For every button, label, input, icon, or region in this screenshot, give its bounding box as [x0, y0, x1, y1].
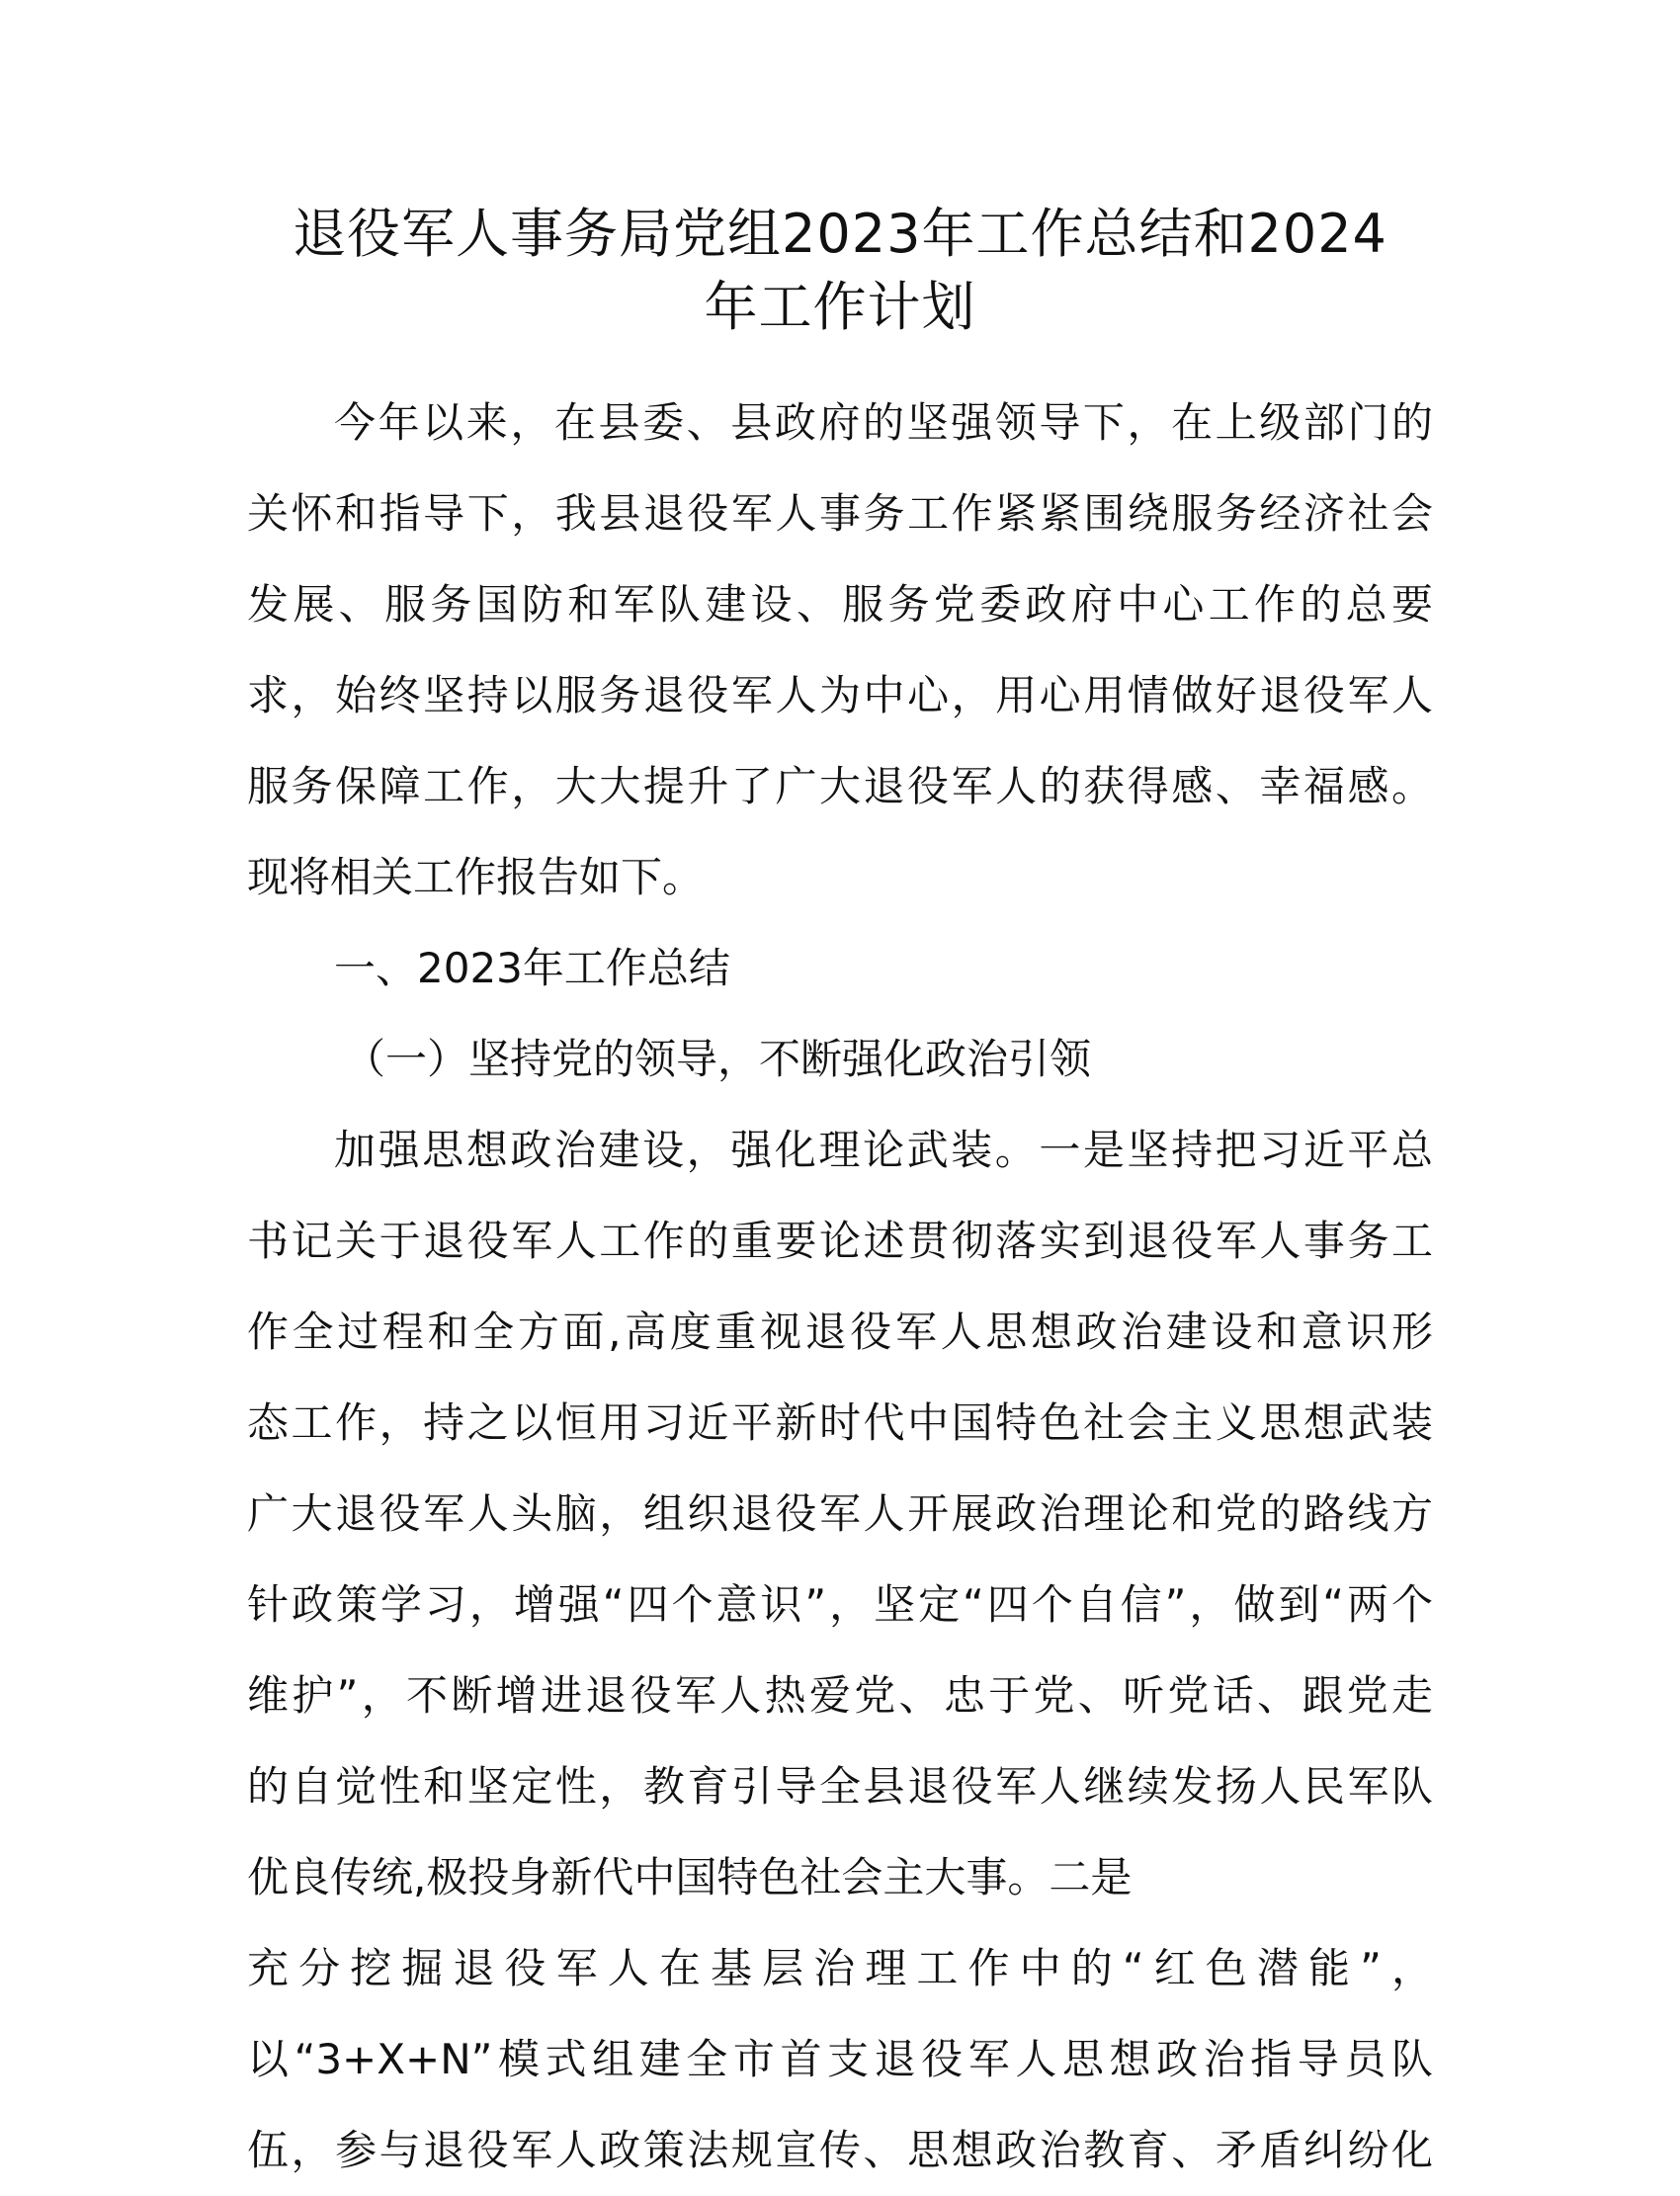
document-body: [247, 378, 1433, 2196]
intro-paragraph: [247, 378, 1433, 923]
paragraph-line: 充分挖掘退役军人在基层治理工作中的“红色潜能”，: [247, 1944, 1433, 1992]
paragraph-line: 优良传统,极投身新代中国特色社会主大事。二是: [247, 1853, 1133, 1901]
paragraph-line: 今年以来，在县委、县政府的坚强领导下，在上级部门的: [334, 398, 1433, 447]
paragraph-line: 态工作，持之以恒用习近平新时代中国特色社会主义思想武装: [247, 1398, 1433, 1447]
paragraph-line: 关怀和指导下，我县退役军人事务工作紧紧围绕服务经济社会: [247, 489, 1433, 538]
paragraph-line: 针政策学习，增强“四个意识”，坚定“四个自信”，做到“两个: [247, 1580, 1433, 1629]
paragraph-line: 的自觉性和坚定性，教育引导全县退役军人继续发扬人民军队: [247, 1762, 1433, 1811]
paragraph-line: 现将相关工作报告如下。: [247, 853, 705, 901]
subsection-heading: （一）坚持党的领导，不断强化政治引领: [344, 1035, 1092, 1083]
paragraph-line: 求，始终坚持以服务退役军人为中心，用心用情做好退役军人: [247, 671, 1433, 719]
paragraph-line: 以“3+X+N”模式组建全市首支退役军人思想政治指导员队: [247, 2035, 1433, 2083]
paragraph-line: 书记关于退役军人工作的重要论述贯彻落实到退役军人事务工: [247, 1217, 1433, 1265]
body-paragraph: [247, 1105, 1433, 2196]
paragraph-line: 发展、服务国防和军队建设、服务党委政府中心工作的总要: [247, 580, 1433, 629]
paragraph-line: 服务保障工作，大大提升了广大退役军人的获得感、幸福感。: [247, 762, 1433, 810]
paragraph-line: 伍，参与退役军人政策法规宣传、思想政治教育、矛盾纠纷化: [247, 2126, 1433, 2174]
document-title: [247, 198, 1433, 344]
paragraph-line: 加强思想政治建设，强化理论武装。一是坚持把习近平总: [334, 1126, 1433, 1174]
paragraph-line: 广大退役军人头脑，组织退役军人开展政治理论和党的路线方: [247, 1489, 1433, 1538]
document-title-line: 退役军人事务局党组2023年工作总结和2024: [293, 203, 1387, 265]
section-heading: 一、2023年工作总结: [334, 944, 730, 992]
paragraph-line: 作全过程和全方面,高度重视退役军人思想政治建设和意识形: [247, 1308, 1433, 1356]
paragraph-line: 维护”，不断增进退役军人热爱党、忠于党、听党话、跟党走: [247, 1671, 1433, 1720]
document-title-line: 年工作计划: [704, 276, 976, 338]
